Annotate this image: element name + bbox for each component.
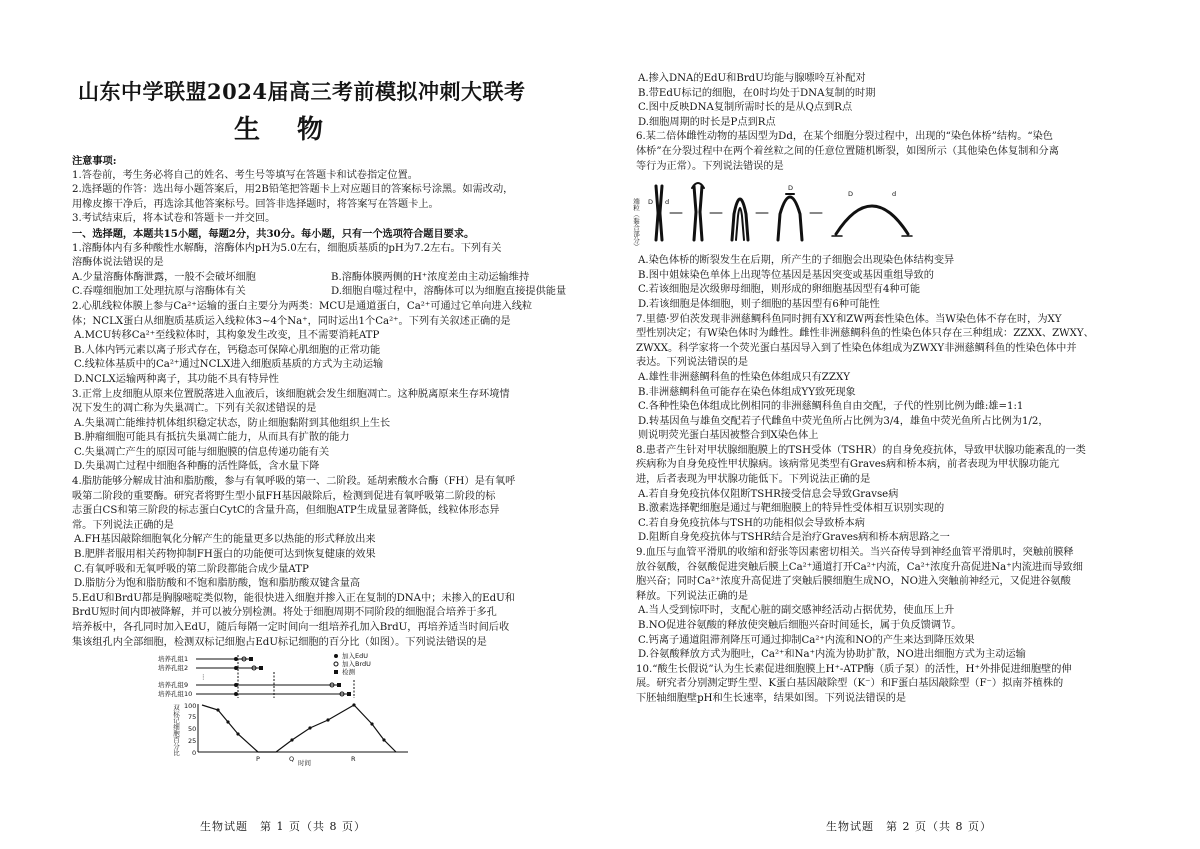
question-stem-line: 型性别决定；有W染色体时为雌性。雌性非洲慈鲷科鱼的性染色体只存在三种组成：ZZXX、ZWXY、 xyxy=(636,328,1094,340)
question-stem-line: 展。研究者分别测定野生型、K蛋白基因敲除型（K⁻）和F蛋白基因敲除型（F⁻）拟南芥植株的 xyxy=(636,678,1064,690)
option-c: C.若自身免疫抗体与TSH的功能相似会导致桥本病 xyxy=(638,517,865,529)
question-stem-line: 10.“酸生长假说”认为生长素促进细胞膜上H⁺-ATP酶（质子泵）的活性，H⁺外排促进细胞壁的伸 xyxy=(636,663,1072,675)
question-2 xyxy=(72,300,590,388)
fig5-diagram xyxy=(158,652,458,766)
gene-label: D xyxy=(848,190,854,199)
option-c: C.各种性染色体组成比例相同的非洲慈鲷科鱼自由交配，子代的性别比例为雌:雄=1:1 xyxy=(638,401,1024,413)
question-stem-line: 4.脂肪能够分解成甘油和脂肪酸，参与有氧呼吸的第一、二阶段。延胡索酸水合酶（FH）是有氧呼 xyxy=(72,476,516,488)
option-a: A.失巢凋亡能维持机体组织稳定状态，防止细胞黏附到其他组织上生长 xyxy=(74,417,391,429)
option-d-continued: 则说明荧光蛋白基因被整合到X染色体上 xyxy=(638,430,819,442)
svg-text:⋮: ⋮ xyxy=(200,673,207,682)
option-d: D.细胞自噬过程中，溶酶体可以为细胞直接提供能量 xyxy=(331,286,567,298)
option-a: A.若自身免疫抗体仅阻断TSHR接受信息会导致Gravse病 xyxy=(638,488,899,500)
option-d: D.失巢凋亡过程中细胞各种酶的活性降低，含水量下降 xyxy=(74,461,320,473)
page-footer: 生物试题 第 1 页（共 8 页） xyxy=(200,820,366,834)
question-5 xyxy=(72,592,590,650)
notice-item: 用橡皮擦干净后，再选涂其他答案标号。回答非选择题时，将答案写在答题卡上。 xyxy=(72,198,439,210)
fig5-axes xyxy=(198,704,408,752)
y-tick: 0 xyxy=(192,749,197,758)
legend-item: 检测 xyxy=(342,668,355,677)
question-stem-line: 志蛋白CS和第三阶段的标志蛋白CytC的含量升高，但细胞ATP生成量显著降低，线粒体形态异 xyxy=(72,505,500,517)
option-c: C.钙离子通道阻滞剂降压可通过抑制Ca²⁺内流和NO的产生来达到降压效果 xyxy=(638,634,975,646)
page-footer: 生物试题 第 2 页（共 8 页） xyxy=(826,820,992,834)
question-stem-line: 5.EdU和BrdU都是胸腺嘧啶类似物，能很快进入细胞并掺入正在复制的DNA中；未掺入的EdU和 xyxy=(72,592,515,604)
question-stem-line: 培养板中，各孔同时加入EdU，随后每隔一定时间向一组培养孔加入BrdU，再培养适当时间后收 xyxy=(72,622,510,633)
option-a: A.染色体桥的断裂发生在后期，所产生的子细胞会出现染色体结构变异 xyxy=(638,255,955,267)
question-stem-line: 常。下列说法正确的是 xyxy=(72,519,174,531)
option-a: A.掺入DNA的EdU和BrdU均能与腺嘌呤互补配对 xyxy=(638,73,866,84)
question-stem-line: 3.正常上皮细胞从原来位置脱落进入血液后，该细胞就会发生细胞凋亡。这种脱离原来生存环境情 xyxy=(72,388,510,400)
fig5-legend xyxy=(334,651,371,676)
question-stem-line: 6.某二倍体雌性动物的基因型为Dd，在某个细胞分裂过程中，出现的“染色体桥”结构。“染色 xyxy=(636,131,1053,143)
option-a: A.当人受到惊吓时，支配心脏的副交感神经活动占据优势，使血压上升 xyxy=(638,605,955,617)
well-label: 培养孔组9 xyxy=(158,681,189,690)
option-c: C.吞噬细胞加工处理抗原与溶酶体有关 xyxy=(72,286,246,298)
gene-label: d xyxy=(665,198,670,207)
question-stem-line: 溶酶体说法错误的是 xyxy=(72,257,164,269)
y-tick: 75 xyxy=(188,713,197,722)
question-6 xyxy=(632,130,1178,312)
question-8 xyxy=(636,444,1178,546)
section-heading: 一、选择题，本题共15小题，每题2分，共30分。每小题，只有一个选项符合题目要求。 xyxy=(72,227,475,240)
notice-item: 1.答卷前，考生务必将自己的姓名、考生号等填写在答题卡和试卷指定位置。 xyxy=(72,169,418,181)
option-c: C.线粒体基质中的Ca²⁺通过NCLX进入细胞质基质的方式为主动运输 xyxy=(74,359,384,371)
option-b: B.图中姐妹染色单体上出现等位基因是基因突变或基因重组导致的 xyxy=(638,269,934,281)
option-c: C.失巢凋亡产生的原因可能与细胞膜的信息传递功能有关 xyxy=(74,446,330,458)
option-b: B.人体内钙元素以离子形式存在，钙稳态可保障心肌细胞的正常功能 xyxy=(74,344,381,356)
question-stem-line: 等行为正常）。下列说法错误的是 xyxy=(636,160,784,172)
question-stem-line: 体桥”在分裂过程中在两个着丝粒之间的任意位置随机断裂，如图所示（其他染色体复制和分离 xyxy=(636,145,1059,157)
question-stem-line: 放谷氨酸，谷氨酸促进突触后膜上Ca²⁺通道打开Ca²⁺内流，Ca²⁺浓度升高促进Na⁺内流进而导致细 xyxy=(636,561,1083,573)
option-a: A.少量溶酶体酶泄露，一般不会破坏细胞 xyxy=(72,271,256,283)
option-d: D.细胞周期的时长是P点到R点 xyxy=(638,116,776,128)
question-stem-line: 表达。下列说法错误的是 xyxy=(636,357,749,369)
notice-item: 2.选择题的作答：选出每小题答案后，用2B铅笔把答题卡上对应题目的答案标号涂黑。如需改动， xyxy=(72,184,514,196)
question-7 xyxy=(636,313,1178,444)
y-tick: 50 xyxy=(188,725,197,734)
question-stem-line: 1.溶酶体内有多种酸性水解酶，溶酶体内pH为5.0左右，细胞质基质的pH为7.2左右。下列有关 xyxy=(72,242,502,254)
question-stem-line: 胞兴奋；同时Ca²⁺浓度升高促进了突触后膜细胞生成NO，NO进入突触前神经元，又促进谷氨酸 xyxy=(636,576,1071,588)
option-a: A.雄性非洲慈鲷科鱼的性染色体组成只有ZZXY xyxy=(638,371,850,383)
question-5-options xyxy=(636,72,1178,130)
y-tick: 100 xyxy=(184,702,197,711)
edu-markers xyxy=(234,657,351,696)
question-stem-line: 9.血压与血管平滑肌的收缩和舒张等因素密切相关。当兴奋传导到神经血管平滑肌时，突触前膜释 xyxy=(636,547,1074,559)
option-a: A.MCU转移Ca²⁺至线粒体时，其构象发生改变，且不需要消耗ATP xyxy=(74,330,380,342)
subject-title: 生 物 xyxy=(234,115,338,145)
y-tick: 25 xyxy=(188,737,197,746)
option-d: D.脂肪分为饱和脂肪酸和不饱和脂肪酸，饱和脂肪酸双键含量高 xyxy=(74,578,361,590)
legend-item: 加入BrdU xyxy=(342,660,371,669)
question-stem-line: 释放。下列说法正确的是 xyxy=(636,590,749,602)
question-10 xyxy=(636,663,1178,707)
option-row xyxy=(72,271,590,286)
gene-label: d xyxy=(892,190,897,199)
option-d: D.阻断自身免疫抗体与TSHR结合是治疗Graves病和桥本病思路之一 xyxy=(638,532,950,544)
question-1 xyxy=(72,242,590,300)
option-c: C.图中反映DNA复制所需时长的是从Q点到R点 xyxy=(638,102,853,114)
option-b: B.NO促进谷氨酸的释放使突触后细胞兴奋时间延长，属于负反馈调节。 xyxy=(638,620,962,631)
option-row xyxy=(72,285,590,300)
question-stem-line: 下胚轴细胞壁pH和生长速率，结果如图。下列说法错误的是 xyxy=(636,692,907,704)
question-stem-line: 进，后者表现为甲状腺功能低下。下列说法正确的是 xyxy=(636,474,871,486)
question-stem-line: 况下发生的凋亡称为失巢凋亡。下列有关叙述错误的是 xyxy=(72,403,317,415)
option-a: A.FH基因敲除细胞氧化分解产生的能量更多以热能的形式释放出来 xyxy=(74,534,376,546)
question-stem-line: 疾病称为自身免疫性甲状腺病。该病常见类型有Graves病和桥本病，前者表现为甲状腺功能亢 xyxy=(636,459,1060,471)
gene-labels xyxy=(648,184,896,206)
right-column xyxy=(632,72,1178,707)
option-d: D.NCLX运输两种离子，其功能不具有特异性 xyxy=(74,373,279,385)
question-3 xyxy=(72,388,590,476)
well-timelines xyxy=(196,655,354,698)
gene-label: D xyxy=(788,184,794,193)
option-c: C.若该细胞是次级卵母细胞，则形成的卵细胞基因型有4种可能 xyxy=(638,284,921,296)
telomere-label: 端粒（黏合部分） xyxy=(632,198,640,251)
option-d: D.转基因鱼与雄鱼交配若子代雌鱼中荧光鱼所占比例为3/4，雄鱼中荧光鱼所占比例为1/2， xyxy=(638,415,1049,427)
page-two xyxy=(600,0,1200,849)
option-b: B.非洲慈鲷科鱼可能存在染色体组成YY致死现象 xyxy=(638,386,856,398)
option-d: D.谷氨酸释放方式为胞吐，Ca²⁺和Na⁺内流为协助扩散，NO进出细胞方式为主动运输 xyxy=(638,649,1026,661)
chromosome-bridge-diagram xyxy=(632,174,956,254)
question-stem-line: 2.心肌线粒体膜上参与Ca²⁺运输的蛋白主要分为两类：MCU是通道蛋白，Ca²⁺可通过它单向进入线粒 xyxy=(72,300,533,312)
well-label: 培养孔组10 xyxy=(158,690,193,699)
notice-heading: 注意事项: xyxy=(72,155,117,167)
question-stem-line: 体；NCLX蛋白从细胞质基质运入线粒体3~4个Na⁺，同时运出1个Ca²⁺。下列有关叙述正确的是 xyxy=(72,315,511,327)
fig5-curve xyxy=(202,705,396,752)
exam-title: 山东中学联盟2024届高三考前模拟冲刺大联考 xyxy=(78,79,526,104)
question-stem-line: 7.里德·罗伯茨发现非洲慈鲷科鱼同时拥有XY和ZW两套性染色体。当W染色体不存在时，为XY xyxy=(636,313,1062,325)
question-stem-line: 8.患者产生针对甲状腺细胞膜上的TSH受体（TSHR）的自身免疫抗体，导致甲状腺功能紊乱的一类 xyxy=(636,444,1086,456)
question-stem-line: 吸第二阶段的重要酶。研究者将野生型小鼠FH基因敲除后，检测到促进有氧呼吸第二阶段的标 xyxy=(72,490,496,502)
point-label: R xyxy=(351,755,356,764)
y-axis-label: 双标记细胞百分比 xyxy=(172,704,180,757)
question-stem-line: ZWXX。科学家将一个荧光蛋白基因导入到了性染色体组成为ZWXY非洲慈鲷科鱼的性染色体中并 xyxy=(636,342,1077,354)
option-b: B.带EdU标记的细胞，在0时均处于DNA复制的时期 xyxy=(638,87,876,99)
x-axis-label: 时间 xyxy=(298,759,311,768)
option-b: B.肥胖者服用相关药物抑制FH蛋白的功能便可达到恢复健康的效果 xyxy=(74,549,376,561)
option-d: D.若该细胞是体细胞，则子细胞的基因型有6种可能性 xyxy=(638,298,880,310)
notice-item: 3.考试结束后，将本试卷和答题卡一并交回。 xyxy=(72,213,276,225)
point-label: Q xyxy=(289,755,295,764)
fig5-points xyxy=(216,704,385,742)
well-label: 培养孔组1 xyxy=(158,655,189,664)
well-label: 培养孔组2 xyxy=(158,664,189,673)
question-4 xyxy=(72,475,590,592)
option-b: B.肿瘤细胞可能具有抵抗失巢凋亡能力，从而具有扩散的能力 xyxy=(74,432,350,444)
question-9 xyxy=(636,546,1178,663)
left-column xyxy=(72,78,590,766)
gene-label: D xyxy=(648,198,654,207)
option-b: B.激素选择靶细胞是通过与靶细胞膜上的特异性受体相互识别实现的 xyxy=(638,503,945,515)
option-b: B.溶酶体膜两侧的H⁺浓度差由主动运输维持 xyxy=(331,271,530,283)
point-label: P xyxy=(256,755,260,764)
legend-item: 加入EdU xyxy=(342,652,368,661)
chromosome-stages xyxy=(656,183,912,240)
question-stem-line: BrdU短时间内即被降解，并可以被分别检测。将处于细胞周期不同阶段的细胞混合培养于多孔 xyxy=(72,607,497,619)
notice-section xyxy=(72,154,590,227)
question-stem-line: 集该组孔内全部细胞，检测双标记细胞占EdU标记细胞的百分比（如图）。下列说法错误的是 xyxy=(72,636,487,648)
option-c: C.有氧呼吸和无氧呼吸的第二阶段都能合成少量ATP xyxy=(74,563,309,575)
